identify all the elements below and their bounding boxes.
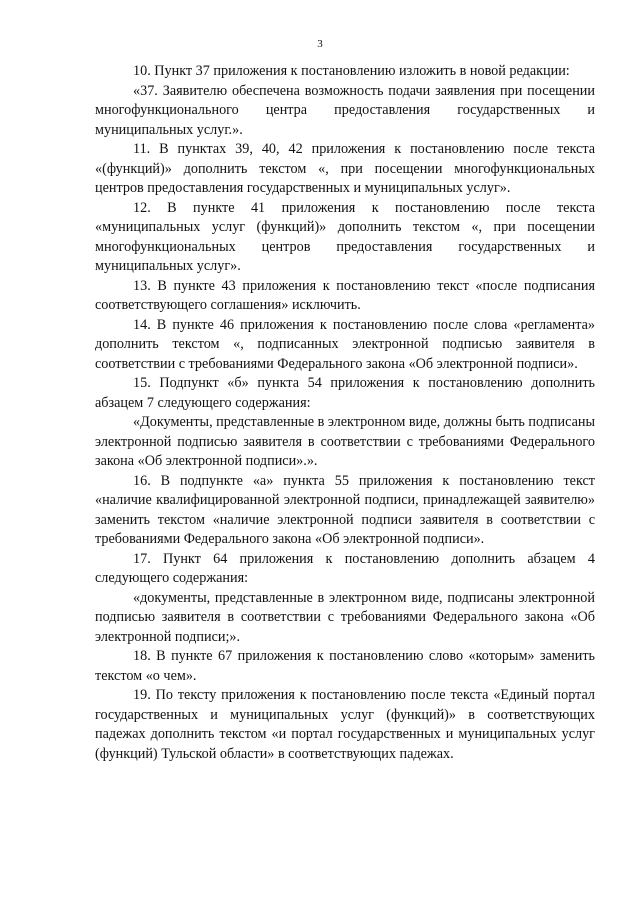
paragraph-item-12: 12. В пункте 41 приложения к постановлению после текста «муниципальных услуг (функций)» дополнить текстом «, при посещении многофункциональных центров предоставления государственных и муниципальных услуг». xyxy=(95,199,595,274)
paragraph-item-17: 17. Пункт 64 приложения к постановлению дополнить абзацем 4 следующего содержания: xyxy=(95,550,595,586)
paragraph-item-11: 11. В пунктах 39, 40, 42 приложения к постановлению после текста «(функций)» дополнить текстом «, при посещении многофункциональных центров предоставления государственных и муниципальных услуг». xyxy=(95,141,595,196)
paragraph-quote-documents-signed: «документы, представленные в электронном виде, подписаны электронной подписью заявителя в соответствии с требованиями Федерального закона «Об электронной подписи;». xyxy=(95,589,595,645)
page-number: 3 xyxy=(317,38,323,50)
paragraph-item-18: 18. В пункте 67 приложения к постановлению слово «которым» заменить текстом «о чем». xyxy=(95,648,595,684)
document-body xyxy=(95,62,595,764)
paragraph-item-13: 13. В пункте 43 приложения к постановлению текст «после подписания соответствующего соглашения» исключить. xyxy=(95,277,595,313)
paragraph-item-19: 19. По тексту приложения к постановлению после текста «Единый портал государственных и муниципальных услуг (функций)» в соответствующих падежах дополнить текстом «и портал государственных и муниципальных услуг (функций) Тульской области» в соответствующих падежах. xyxy=(95,687,595,762)
paragraph-quote-37: «37. Заявителю обеспечена возможность подачи заявления при посещении многофункционального центра предоставления государственных и муниципальных услуг.». xyxy=(95,82,595,138)
paragraph-item-16: 16. В подпункте «а» пункта 55 приложения к постановлению текст «наличие квалифицированной электронной подписи, принадлежащей заявителю» заменить текстом «наличие электронной подписи заявителя в соответствии с требованиями Федерального закона «Об электронной подписи». xyxy=(95,472,595,547)
paragraph-item-15: 15. Подпункт «б» пункта 54 приложения к постановлению дополнить абзацем 7 следующего содержания: xyxy=(95,375,595,411)
paragraph-item-10: 10. Пункт 37 приложения к постановлению изложить в новой редакции: xyxy=(133,63,570,79)
paragraph-item-14: 14. В пункте 46 приложения к постановлению после слова «регламента» дополнить текстом «, подписанных электронной подписью заявителя в соответствии с требованиями Федерального закона «Об электронной подписи». xyxy=(95,316,595,372)
paragraph-quote-documents: «Документы, представленные в электронном виде, должны быть подписаны электронной подписью заявителя в соответствии с требованиями Федерального закона «Об электронной подписи».». xyxy=(95,414,595,469)
